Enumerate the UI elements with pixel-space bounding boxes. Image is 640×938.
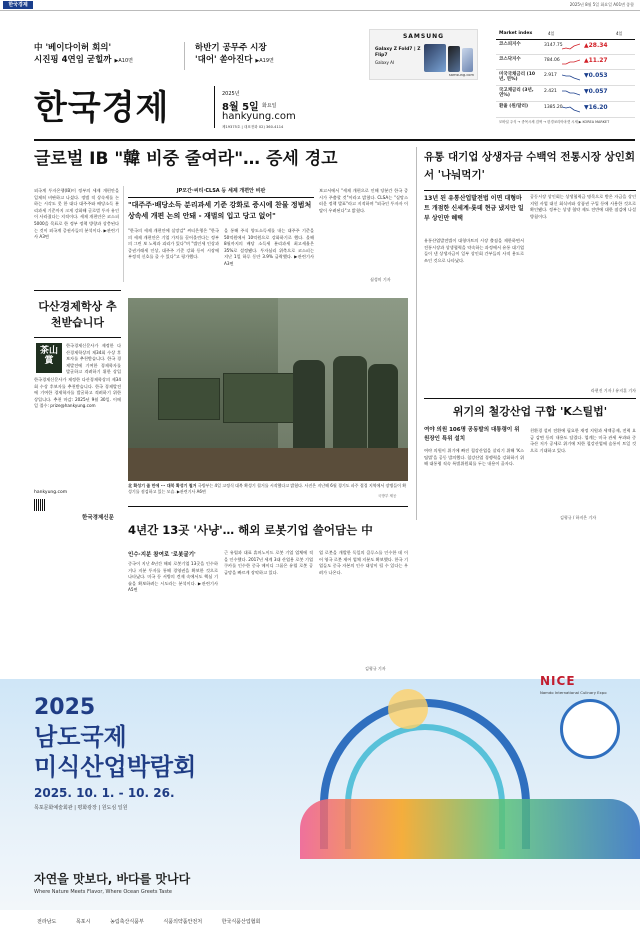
market-header: [496, 29, 635, 40]
market-header-right: 4일: [616, 31, 623, 36]
award-seal: 茶山賞: [36, 343, 62, 373]
robot-rule: [128, 506, 408, 507]
sponsor-logo: 농림축산식품부: [110, 919, 144, 925]
phone-fold-image: [424, 44, 446, 72]
robot-sub: 인수·지분 참여로 '로봇굴기': [128, 552, 196, 558]
publication-date: 2025년 8월 5일 화요일 A01면 종합: [569, 2, 634, 7]
expo-color-band: [300, 799, 640, 859]
samsung-ad[interactable]: [369, 29, 478, 80]
sparkline-icon: [562, 58, 580, 66]
expo-dates: 2025. 10. 1. - 10. 26.: [34, 786, 175, 800]
market-row-us-treasury[interactable]: [496, 70, 635, 86]
soldier-figure: [368, 364, 398, 456]
award-contact[interactable]: hankyung.com: [34, 490, 68, 495]
robot-col2: 근 유럽과 대표 휴머노이드 로봇 기업 업체에 적을 인수했다. 2017년 세계 3대 산업용 로봇 기업 쿠카를 인수한 중국 메이디 그룹은 유럽 로봇 공급망을 빠르게 장악하고 있다.: [224, 550, 313, 575]
market-row-kr-treasury[interactable]: [496, 86, 635, 102]
teaser-title: 中 '베이다이허 회의': [34, 43, 112, 53]
soldier-figure: [293, 360, 325, 455]
ad-url: samsung.com: [448, 73, 474, 77]
sparkline-icon: [562, 105, 580, 113]
robot-byline: 김형규 기자: [365, 666, 386, 671]
main-headline[interactable]: 글로벌 IB "韓 비중 줄여라"… 증세 경고: [34, 149, 338, 169]
expo-circle-graphic: [560, 699, 620, 759]
steel-col1: 여야 의원이 위기에 빠진 철강산업을 살리기 위해 'K스틸법'을 공동 발의했다. 철강산업 경쟁력을 강화하기 위해 대통령 직속 특별위원회를 두는 내용이 골자다.: [424, 448, 524, 467]
main-story-byline: 심성미 기자: [370, 277, 391, 282]
sidebar-rule: [424, 190, 636, 191]
award-body: 한국경제신문사가 제정한 다산경제학상의 제34회 수상 후보자를 추천받습니다. 한국 경제발전에 기여한 경제학자를 발굴하고 격려하기 위한 상입니다. 추천 마감: 2025년 9월 30일. 이메일 접수: prize@hankyung.com: [34, 377, 121, 409]
expo-sun-graphic: [388, 689, 428, 729]
expo-year: 2025: [34, 695, 96, 720]
teaser-page: ▶A19면: [255, 58, 274, 64]
expo-logo-sub: Namdo International Culinary Expo: [540, 690, 607, 695]
expo-sponsors: [0, 910, 640, 938]
masthead-site[interactable]: hankyung.com: [222, 111, 296, 122]
sponsor-logo: 식품의약품안전처: [163, 919, 203, 925]
sidebar-col2: 공동시장 상인회는 상생협력금 명목으로 받은 자금을 상인 지원 사업 대신 회식비와 상품권 구입 등에 사용한 것으로 확인됐다. 정부는 상생 협약 제도 전반에 대한 점검에 나설 방침이다.: [530, 194, 636, 219]
loudspeaker-unit: [158, 378, 220, 420]
ad-product: Galaxy Z Fold7 | Z Flip7: [375, 47, 421, 58]
sponsor-logo: 전라남도: [37, 919, 57, 925]
main-story-sub-label: JP모간·씨티·CLSA 등 세제 개편안 비판: [176, 188, 266, 194]
market-value: 2.421: [544, 89, 557, 94]
photo-credit: 국방부 제공: [378, 494, 397, 498]
main-story-col2: "한국의 세제 개편안에 실망감" 씨티은행은 "한국의 세제 개편안은 기업 가치를 끌어올린다는 정부의 그린 보 노력과 괴리가 있다"며 "법인세 인상과 증권거래세 인상, 대주주 기준 강화 등이 시장에 부정적 신호를 줄 수 있다"고 평가했다.: [128, 228, 219, 260]
market-label: 코스닥지수: [499, 57, 521, 62]
sparkline-icon: [562, 73, 580, 81]
top-bar: [0, 0, 640, 11]
ad-brand: SAMSUNG: [402, 33, 445, 40]
market-change: ▼0.057: [584, 88, 608, 95]
teaser-2[interactable]: [195, 42, 345, 67]
expo-slogan-en: Where Nature Meets Flavor, Where Ocean Greets Taste: [34, 889, 172, 895]
expo-venue: 목포문화예술회관 | 평화광장 | 원도심 일원: [34, 805, 128, 811]
expo-ad[interactable]: [0, 674, 640, 938]
phone-flip-image: [448, 46, 460, 72]
main-story-pull-quote: "대주주·배당소득 분리과세 기준 강화로 증시에 찬물 정범처 상속세 개편 논의 안돼 - 재벌의 입고 당고 없어": [128, 201, 312, 220]
steel-rule: [424, 398, 636, 399]
market-footer[interactable]: 모바일 주식 → 종목시세 검색 → 한경코리아마켓 시세 ▶ KOREA MARKET: [499, 120, 610, 124]
award-box: [34, 290, 121, 527]
ad-tagline: Galaxy AI: [375, 60, 395, 65]
masthead-rule: [34, 139, 635, 141]
qr-code-icon[interactable]: [34, 499, 46, 511]
market-row-kosdaq[interactable]: [496, 55, 635, 70]
main-story-col1: 외국계 투자은행(IB)이 정부의 세제 개편안을 일제히 비판하고 나섰다. 정범 적 상속세를 논하는 시각도 못 한 대다 대주주와 배당소득 분리과세 기준까지 크게 강화해 글로벌 투자 유인이 사라졌다는 지적이다. 세제 개편안은 코스피 5000을 목표로 한 정부 정책 방향과 상충된다는 것이 외국계 증권사들의 분석이다. ▶관련기사 A3면: [34, 188, 119, 240]
market-index: [496, 29, 635, 137]
teaser-subtitle: 시진핑 4연임 굳힐까: [34, 55, 112, 65]
market-change: ▲11.27: [584, 57, 608, 64]
main-story-col3: 을 통해 주식 양도소득세를 내는 대주주 기준을 50억원에서 10억원으로 강화하기로 했다. 올해 8월까지의 배당 소득세 분리과세 최고세율은 35%로 설정됐다. 투자심리 위축으로 코스피는 지난 1일 하루 동안 3.9% 급락했다. ▶관련기사 A3면: [224, 228, 314, 266]
masthead-issue: 제19375호 | 대표전화 02) 360-4114: [222, 125, 284, 129]
market-label: 국고채금리 (3년, 연%): [499, 88, 534, 98]
steel-headline[interactable]: 위기의 철강산업 구합 'K스틸법': [452, 405, 608, 418]
award-headline[interactable]: 다산경제학상 추천받습니다: [38, 300, 117, 329]
photo-caption-title: 北 확성기 줄 만에 ··· 대북 확성기 철거: [128, 483, 197, 488]
market-header-unit: 4일: [548, 31, 555, 36]
teaser-title: 하반기 공무주 시장: [195, 43, 267, 53]
market-value: 1385.20: [544, 105, 563, 110]
masthead-weekday: 화요일: [262, 103, 277, 109]
market-change: ▼0.053: [584, 72, 608, 79]
market-header-left: Market index: [499, 31, 533, 36]
main-story-col4: 보고서에서 "세제 개편으로 인해 당분간 한국 증시가 주춤할 것"이라고 밝혔다. CLSA는 "실망스러운 정책 발표"라고 지적하며 "외국인 투자자 이탈이 우려된다"고 밝혔다.: [319, 188, 408, 213]
market-label: 미국국채금리 (10년, 연%): [499, 72, 535, 82]
sparkline-icon: [562, 43, 580, 51]
robot-headline[interactable]: 4년간 13곳 '사냥'… 해외 로봇기업 쓸어담는 中: [128, 523, 373, 537]
loudspeaker-unit: [223, 373, 295, 423]
photo-caption: [128, 483, 408, 495]
sidebar-sub: 13년 된 유통산업발전법 이면 대형마트 개점한 신세계·롯데 현금 냈지만 일부 상인만 혜택: [424, 195, 524, 222]
sponsor-logo: 목포시: [75, 919, 91, 925]
sponsor-logo: 한국식품산업협회: [221, 919, 261, 925]
market-row-fx[interactable]: [496, 102, 635, 118]
expo-title-line1: 남도국제: [34, 723, 127, 751]
market-value: 3147.75: [544, 43, 563, 48]
sidebar-col1: 유통산업발전법이 대형마트의 시장 출점을 제한하면서 전통시장과 상생협력을 약속하는 과정에서 유통 대기업들이 낸 상생자금이 일부 상인회 간부들의 사적 용도로 쓰인 것으로 나타났다.: [424, 238, 524, 263]
robot-col1: 중국이 지난 4년간 해외 로봇기업 13곳을 인수하거나 지분 투자를 통해 경영권을 확보한 것으로 나타났다. 미국 등 서방의 견제 속에서도 핵심 기술을 확보하려는 시도라는 분석이다. ▶관련기사 A5면: [128, 561, 218, 593]
award-rule: [34, 337, 121, 338]
sidebar-byline: 라현진 기자 / 유지훈 기자: [590, 388, 636, 393]
robot-col3: 업 로봇을 개발한 독일의 클루스를 인수한 데 이어 영국 로봇 제어 업체 지분도 확보했다. 한국 기업들도 중국 자본의 인수 대상이 될 수 있다는 우려가 나온다.: [319, 550, 408, 575]
teaser-subtitle: '대어' 쏟아진다: [195, 55, 253, 65]
quote-rule: [128, 197, 314, 198]
photo-caption-text: 국방부는 4일 고정식 대북 확성기 철거를 시작했다고 밝혔다. 사진은 지난해 6월 경기도 파주 접경 지역에서 장병들이 확성기를 점검하고 있는 모습. ▶관련기사 A6면: [128, 483, 407, 494]
expo-title-line2: 미식산업박람회: [34, 753, 197, 781]
market-row-kospi[interactable]: [496, 40, 635, 55]
masthead-year: 2025년: [222, 91, 240, 97]
teaser-divider: [184, 42, 185, 70]
masthead-date: 8월 5일: [222, 102, 259, 113]
sidebar-divider: [416, 147, 417, 520]
teaser-page: ▶A10면: [114, 58, 133, 64]
steel-sub: 여야 의원 106명 공동발의 대통령이 위원장인 특위 설치: [424, 427, 520, 442]
soldier-figure: [333, 356, 367, 456]
expo-logo: NICE: [540, 674, 576, 688]
award-body-top: 한국경제신문사가 제정한 다산경제학상의 제34회 수상 후보자를 추천받습니다. 한국 경제발전에 기여한 경제학자를 발굴하고 격려하기 위한 상입: [66, 343, 121, 375]
column-divider: [123, 186, 124, 282]
photo-ground: [128, 448, 408, 481]
masthead-divider: [214, 86, 215, 128]
market-value: 784.06: [544, 58, 560, 63]
teaser-1[interactable]: [34, 42, 184, 67]
market-change: ▲28.34: [584, 42, 608, 49]
expo-slogan: 자연을 맛보다, 바다를 맛나다: [34, 872, 191, 886]
steel-byline: 김형규 / 하지은 기자: [560, 515, 597, 520]
market-value: 2.917: [544, 73, 557, 78]
brand-chip: 한국경제: [3, 1, 33, 9]
market-label: 코스피지수: [499, 42, 521, 47]
sponsor-list: [34, 918, 263, 925]
sparkline-icon: [562, 89, 580, 97]
masthead-title: 한국경제: [34, 88, 170, 128]
market-change: ▼16.20: [584, 104, 608, 111]
phone-image: [462, 48, 473, 72]
steel-col2: 친환경 설비 전환에 필요한 재정 지원과 세액공제, 전력 요금 감면 등의 내용도 담겼다. 업계는 미국 관세 부과와 중국산 저가 공세로 위기에 처한 철강산업에 숨통이 트일 것으로 기대하고 있다.: [530, 428, 636, 453]
market-label: 환율 (원/달러): [499, 104, 529, 109]
news-photo[interactable]: [128, 298, 408, 481]
award-footer-name: 한국경제신문: [82, 515, 114, 521]
sidebar-headline[interactable]: 유통 대기업 상생자금 수백억 전통시장 상인회서 '나눠먹기': [424, 151, 635, 181]
